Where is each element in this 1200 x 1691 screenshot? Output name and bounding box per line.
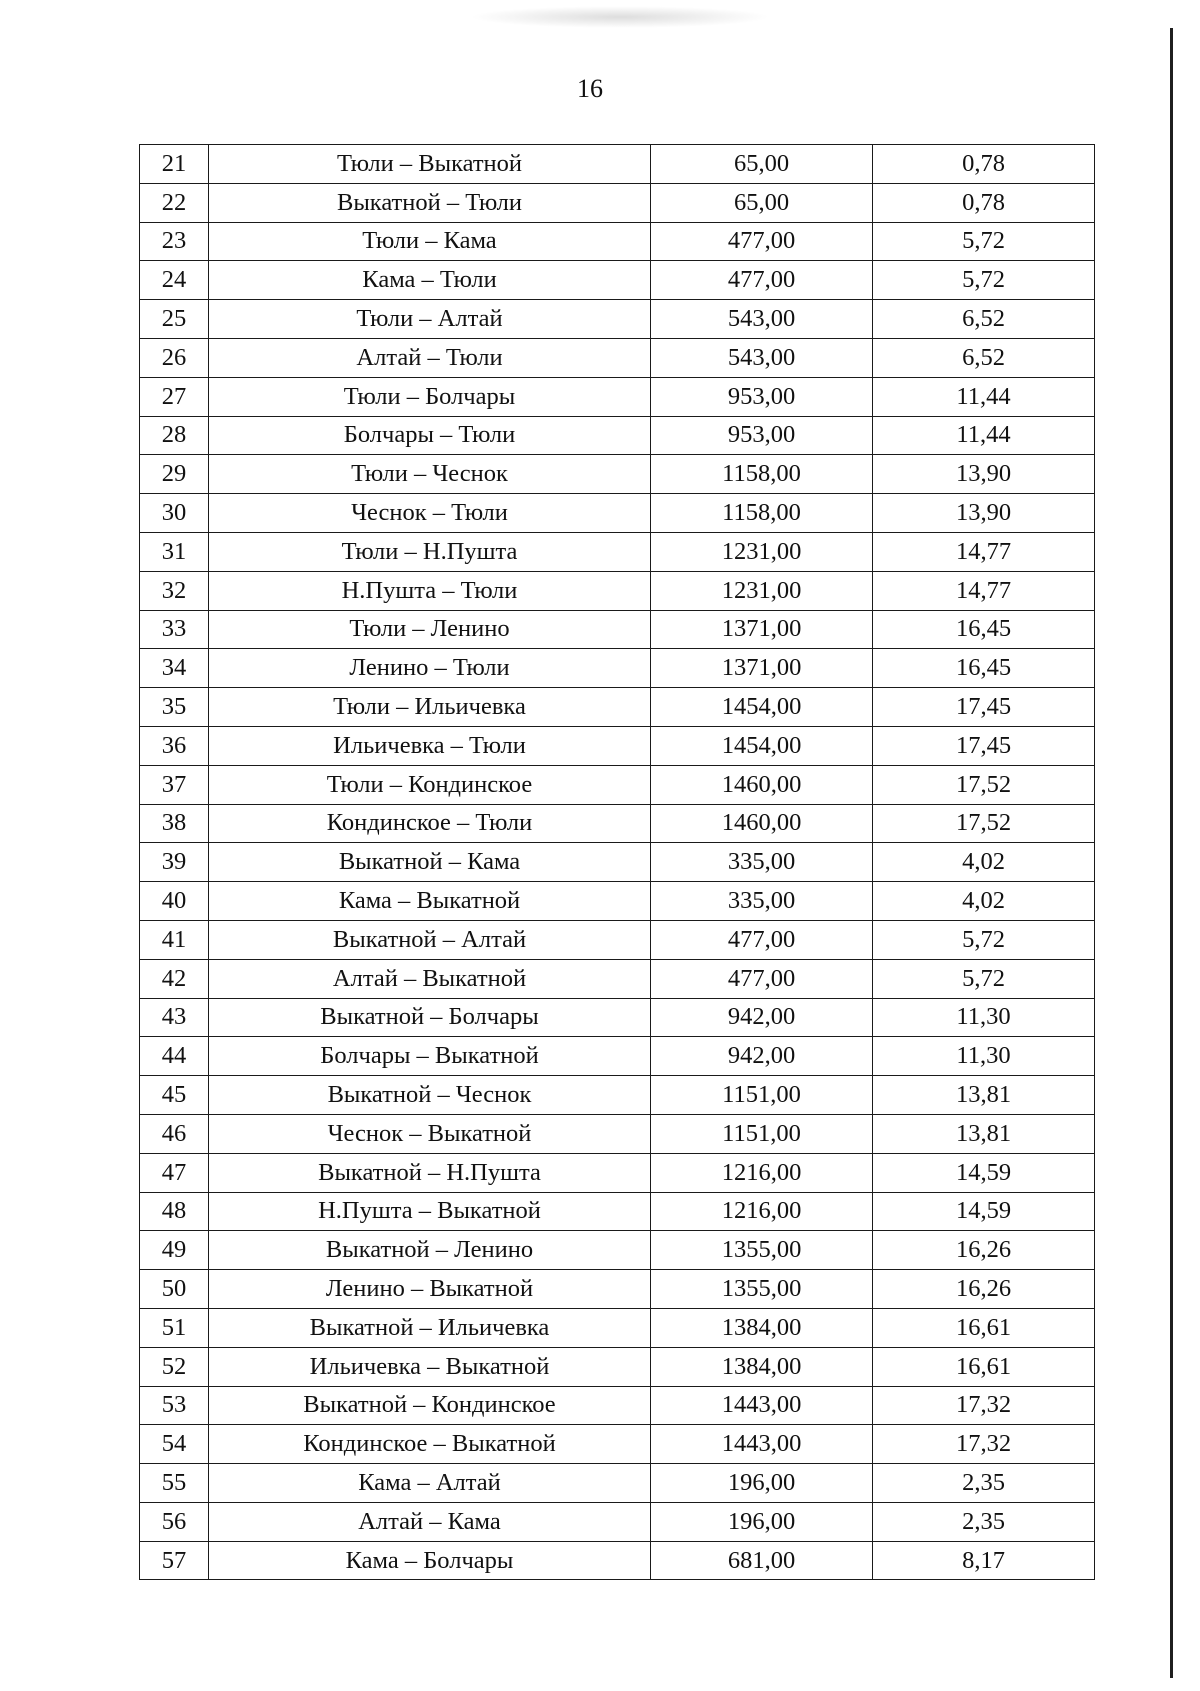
distance-cell: 1355,00 xyxy=(651,1231,873,1270)
value-cell: 6,52 xyxy=(873,300,1095,339)
distance-cell: 1371,00 xyxy=(651,649,873,688)
value-cell: 2,35 xyxy=(873,1464,1095,1503)
route-cell: Выкатной – Н.Пушта xyxy=(209,1153,651,1192)
row-number-cell: 40 xyxy=(140,882,209,921)
route-cell: Тюли – Ильичевка xyxy=(209,688,651,727)
table-row xyxy=(140,765,1095,804)
distance-cell: 1158,00 xyxy=(651,494,873,533)
distance-cell: 1443,00 xyxy=(651,1386,873,1425)
route-cell: Кама – Алтай xyxy=(209,1464,651,1503)
route-table xyxy=(139,144,1095,1580)
row-number-cell: 54 xyxy=(140,1425,209,1464)
value-cell: 4,02 xyxy=(873,843,1095,882)
route-cell: Кама – Тюли xyxy=(209,261,651,300)
value-cell: 5,72 xyxy=(873,920,1095,959)
value-cell: 0,78 xyxy=(873,145,1095,184)
value-cell: 13,81 xyxy=(873,1114,1095,1153)
route-cell: Выкатной – Ленино xyxy=(209,1231,651,1270)
value-cell: 17,45 xyxy=(873,726,1095,765)
distance-cell: 1151,00 xyxy=(651,1114,873,1153)
row-number-cell: 29 xyxy=(140,455,209,494)
route-cell: Болчары – Тюли xyxy=(209,416,651,455)
row-number-cell: 36 xyxy=(140,726,209,765)
row-number-cell: 56 xyxy=(140,1502,209,1541)
table-row xyxy=(140,145,1095,184)
distance-cell: 196,00 xyxy=(651,1502,873,1541)
table-row xyxy=(140,1425,1095,1464)
route-cell: Выкатной – Ильичевка xyxy=(209,1308,651,1347)
route-cell: Ильичевка – Выкатной xyxy=(209,1347,651,1386)
row-number-cell: 34 xyxy=(140,649,209,688)
row-number-cell: 32 xyxy=(140,571,209,610)
table-row xyxy=(140,455,1095,494)
row-number-cell: 43 xyxy=(140,998,209,1037)
table-row xyxy=(140,183,1095,222)
table-row xyxy=(140,649,1095,688)
row-number-cell: 30 xyxy=(140,494,209,533)
value-cell: 17,45 xyxy=(873,688,1095,727)
distance-cell: 1355,00 xyxy=(651,1270,873,1309)
table-row xyxy=(140,494,1095,533)
row-number-cell: 41 xyxy=(140,920,209,959)
table-row xyxy=(140,1464,1095,1503)
row-number-cell: 24 xyxy=(140,261,209,300)
route-cell: Болчары – Выкатной xyxy=(209,1037,651,1076)
row-number-cell: 39 xyxy=(140,843,209,882)
table-row xyxy=(140,1153,1095,1192)
distance-cell: 1231,00 xyxy=(651,532,873,571)
table-row xyxy=(140,338,1095,377)
value-cell: 2,35 xyxy=(873,1502,1095,1541)
table-row xyxy=(140,1037,1095,1076)
table-row xyxy=(140,1308,1095,1347)
table-row xyxy=(140,416,1095,455)
row-number-cell: 46 xyxy=(140,1114,209,1153)
route-cell: Тюли – Болчары xyxy=(209,377,651,416)
route-cell: Выкатной – Кама xyxy=(209,843,651,882)
row-number-cell: 50 xyxy=(140,1270,209,1309)
value-cell: 11,44 xyxy=(873,377,1095,416)
value-cell: 0,78 xyxy=(873,183,1095,222)
table-row xyxy=(140,571,1095,610)
route-cell: Алтай – Выкатной xyxy=(209,959,651,998)
distance-cell: 477,00 xyxy=(651,920,873,959)
value-cell: 14,59 xyxy=(873,1192,1095,1231)
route-cell: Тюли – Алтай xyxy=(209,300,651,339)
distance-cell: 1460,00 xyxy=(651,765,873,804)
page-number: 16 xyxy=(577,74,603,103)
value-cell: 16,45 xyxy=(873,610,1095,649)
row-number-cell: 38 xyxy=(140,804,209,843)
value-cell: 6,52 xyxy=(873,338,1095,377)
row-number-cell: 49 xyxy=(140,1231,209,1270)
value-cell: 17,52 xyxy=(873,765,1095,804)
value-cell: 11,30 xyxy=(873,998,1095,1037)
row-number-cell: 45 xyxy=(140,1076,209,1115)
value-cell: 16,61 xyxy=(873,1347,1095,1386)
table-row xyxy=(140,300,1095,339)
distance-cell: 196,00 xyxy=(651,1464,873,1503)
distance-cell: 65,00 xyxy=(651,183,873,222)
route-cell: Выкатной – Тюли xyxy=(209,183,651,222)
distance-cell: 1216,00 xyxy=(651,1153,873,1192)
row-number-cell: 23 xyxy=(140,222,209,261)
value-cell: 16,61 xyxy=(873,1308,1095,1347)
table-row xyxy=(140,882,1095,921)
distance-cell: 953,00 xyxy=(651,377,873,416)
table-row xyxy=(140,1386,1095,1425)
scan-noise xyxy=(470,6,770,28)
route-cell: Алтай – Тюли xyxy=(209,338,651,377)
value-cell: 8,17 xyxy=(873,1541,1095,1580)
distance-cell: 477,00 xyxy=(651,959,873,998)
distance-cell: 477,00 xyxy=(651,222,873,261)
row-number-cell: 57 xyxy=(140,1541,209,1580)
row-number-cell: 26 xyxy=(140,338,209,377)
table-row xyxy=(140,1231,1095,1270)
table-row xyxy=(140,222,1095,261)
distance-cell: 1384,00 xyxy=(651,1347,873,1386)
value-cell: 16,45 xyxy=(873,649,1095,688)
value-cell: 14,77 xyxy=(873,571,1095,610)
row-number-cell: 51 xyxy=(140,1308,209,1347)
value-cell: 11,30 xyxy=(873,1037,1095,1076)
row-number-cell: 31 xyxy=(140,532,209,571)
row-number-cell: 52 xyxy=(140,1347,209,1386)
route-cell: Чеснок – Выкатной xyxy=(209,1114,651,1153)
route-cell: Кондинское – Выкатной xyxy=(209,1425,651,1464)
route-table-container xyxy=(139,144,1095,1580)
scan-edge-line xyxy=(1170,28,1173,1678)
value-cell: 4,02 xyxy=(873,882,1095,921)
row-number-cell: 44 xyxy=(140,1037,209,1076)
table-row xyxy=(140,1114,1095,1153)
value-cell: 5,72 xyxy=(873,261,1095,300)
value-cell: 13,81 xyxy=(873,1076,1095,1115)
row-number-cell: 42 xyxy=(140,959,209,998)
route-cell: Тюли – Ленино xyxy=(209,610,651,649)
table-row xyxy=(140,1192,1095,1231)
table-row xyxy=(140,1502,1095,1541)
value-cell: 17,32 xyxy=(873,1425,1095,1464)
route-cell: Ленино – Выкатной xyxy=(209,1270,651,1309)
table-row xyxy=(140,1270,1095,1309)
row-number-cell: 28 xyxy=(140,416,209,455)
row-number-cell: 22 xyxy=(140,183,209,222)
route-cell: Кама – Выкатной xyxy=(209,882,651,921)
route-cell: Тюли – Кама xyxy=(209,222,651,261)
distance-cell: 1443,00 xyxy=(651,1425,873,1464)
table-row xyxy=(140,843,1095,882)
route-cell: Выкатной – Болчары xyxy=(209,998,651,1037)
row-number-cell: 37 xyxy=(140,765,209,804)
route-cell: Алтай – Кама xyxy=(209,1502,651,1541)
distance-cell: 681,00 xyxy=(651,1541,873,1580)
distance-cell: 543,00 xyxy=(651,338,873,377)
value-cell: 5,72 xyxy=(873,959,1095,998)
route-cell: Тюли – Н.Пушта xyxy=(209,532,651,571)
distance-cell: 335,00 xyxy=(651,843,873,882)
value-cell: 5,72 xyxy=(873,222,1095,261)
distance-cell: 942,00 xyxy=(651,1037,873,1076)
distance-cell: 477,00 xyxy=(651,261,873,300)
table-row xyxy=(140,1541,1095,1580)
row-number-cell: 53 xyxy=(140,1386,209,1425)
value-cell: 11,44 xyxy=(873,416,1095,455)
route-cell: Н.Пушта – Выкатной xyxy=(209,1192,651,1231)
route-cell: Кондинское – Тюли xyxy=(209,804,651,843)
route-cell: Выкатной – Алтай xyxy=(209,920,651,959)
distance-cell: 1454,00 xyxy=(651,688,873,727)
route-cell: Чеснок – Тюли xyxy=(209,494,651,533)
row-number-cell: 35 xyxy=(140,688,209,727)
table-row xyxy=(140,726,1095,765)
row-number-cell: 27 xyxy=(140,377,209,416)
distance-cell: 1454,00 xyxy=(651,726,873,765)
distance-cell: 65,00 xyxy=(651,145,873,184)
distance-cell: 953,00 xyxy=(651,416,873,455)
route-cell: Выкатной – Кондинское xyxy=(209,1386,651,1425)
table-row xyxy=(140,804,1095,843)
row-number-cell: 33 xyxy=(140,610,209,649)
route-cell: Тюли – Чеснок xyxy=(209,455,651,494)
table-row xyxy=(140,998,1095,1037)
value-cell: 17,52 xyxy=(873,804,1095,843)
value-cell: 17,32 xyxy=(873,1386,1095,1425)
distance-cell: 1151,00 xyxy=(651,1076,873,1115)
route-cell: Тюли – Кондинское xyxy=(209,765,651,804)
row-number-cell: 21 xyxy=(140,145,209,184)
value-cell: 13,90 xyxy=(873,494,1095,533)
route-cell: Кама – Болчары xyxy=(209,1541,651,1580)
row-number-cell: 55 xyxy=(140,1464,209,1503)
route-cell: Ленино – Тюли xyxy=(209,649,651,688)
distance-cell: 942,00 xyxy=(651,998,873,1037)
value-cell: 16,26 xyxy=(873,1231,1095,1270)
table-row xyxy=(140,532,1095,571)
row-number-cell: 48 xyxy=(140,1192,209,1231)
route-cell: Ильичевка – Тюли xyxy=(209,726,651,765)
route-cell: Выкатной – Чеснок xyxy=(209,1076,651,1115)
row-number-cell: 47 xyxy=(140,1153,209,1192)
value-cell: 14,77 xyxy=(873,532,1095,571)
row-number-cell: 25 xyxy=(140,300,209,339)
distance-cell: 1371,00 xyxy=(651,610,873,649)
value-cell: 13,90 xyxy=(873,455,1095,494)
table-row xyxy=(140,610,1095,649)
value-cell: 14,59 xyxy=(873,1153,1095,1192)
table-row xyxy=(140,377,1095,416)
route-cell: Тюли – Выкатной xyxy=(209,145,651,184)
distance-cell: 1231,00 xyxy=(651,571,873,610)
table-row xyxy=(140,1347,1095,1386)
table-row xyxy=(140,1076,1095,1115)
table-row xyxy=(140,959,1095,998)
distance-cell: 1216,00 xyxy=(651,1192,873,1231)
value-cell: 16,26 xyxy=(873,1270,1095,1309)
route-cell: Н.Пушта – Тюли xyxy=(209,571,651,610)
table-row xyxy=(140,920,1095,959)
route-table-body xyxy=(140,145,1095,1580)
distance-cell: 1384,00 xyxy=(651,1308,873,1347)
table-row xyxy=(140,261,1095,300)
table-row xyxy=(140,688,1095,727)
distance-cell: 543,00 xyxy=(651,300,873,339)
distance-cell: 1158,00 xyxy=(651,455,873,494)
distance-cell: 1460,00 xyxy=(651,804,873,843)
distance-cell: 335,00 xyxy=(651,882,873,921)
